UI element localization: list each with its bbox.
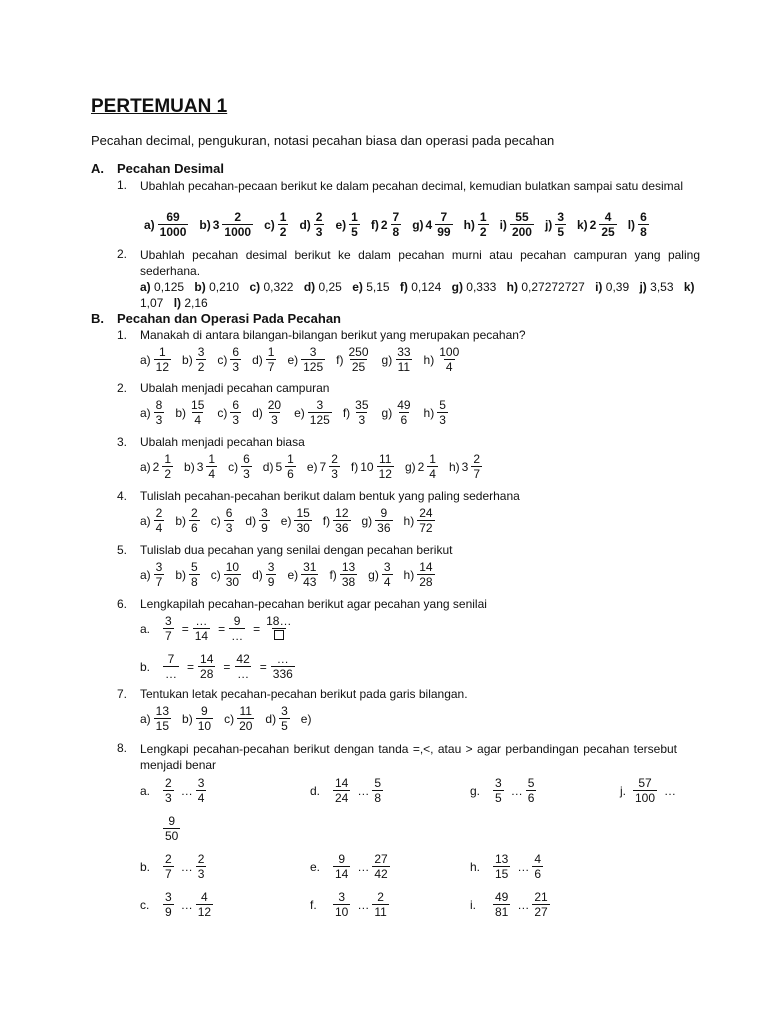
a-q1-text: Ubahlah pecahan-pecaan berikut ke dalam pecahan decimal, kemudian bulatkan sampai satu desimal [140,179,683,193]
item-label: c) [224,711,235,726]
b-q6-b-label: b. [140,659,151,674]
item-label: e) [306,459,318,474]
fraction: $\frac{49}{6}$ [397,398,411,428]
fraction: $\frac{1}{2}$ [164,452,172,482]
fraction: $\frac{6}{3}$ [225,506,233,536]
fraction: $\frac{33}{11}$ [397,345,411,375]
comparison-blank[interactable]: … [517,897,530,912]
whole-number: 7 [319,459,327,474]
item-label: h) [423,405,435,420]
fraction: $\frac{49}{81}$ [495,890,509,920]
item-label: h) [403,513,415,528]
fraction: $\frac{9}{50}$ [165,814,179,844]
fraction: $\frac{2}{3}$ [331,452,338,482]
fraction-item [175,560,204,590]
item-label: g) [381,405,393,420]
item-label: h) [448,459,460,474]
b-q1-items [140,345,472,375]
fraction: $\frac{2}{7}$ [473,452,481,482]
comparison-blank[interactable]: … [664,783,677,798]
decimal-item: d) 0,25 [303,280,342,294]
item-label: d. [310,783,321,798]
fraction-item [140,398,169,428]
b-q7-fractions [140,704,301,734]
fraction: $\frac{11}{12}$ [378,452,392,482]
whole-number: 10 [360,459,374,474]
fraction-item [140,704,176,734]
fraction-item [228,452,257,482]
whole-number: 4 [425,217,433,232]
fraction: $\frac{3}{7}$ [155,560,163,590]
item-label: a) [140,567,151,582]
b-q5-text: Tulislab dua pecahan yang senilai dengan pecahan berikut [140,543,453,557]
comparison-item-f [310,890,394,920]
fraction: $\frac{1}{4}$ [429,452,436,482]
item-label: e) [294,405,305,420]
decimal-item: j) 3,53 [639,280,674,294]
item-label: d) [252,405,263,420]
fraction: $\frac{69}{1000}$ [159,210,187,240]
item-label: e. [310,859,321,874]
fraction: $\frac{250}{25}$ [348,345,369,375]
item-label: f) [370,217,379,232]
fraction: $\frac{5}{8}$ [191,560,198,590]
item-label: f) [322,513,331,528]
decimal-item: f) 0,124 [399,280,442,294]
fraction: $\frac{14}{24}$ [335,776,349,806]
item-label: h. [470,859,481,874]
fraction-item [404,560,440,590]
fraction: $\frac{7}{99}$ [437,210,451,240]
fraction: $\frac{3}{4}$ [383,560,391,590]
decimal-item: e) 5,15 [352,280,390,294]
item-label: l) [627,217,636,232]
b-q3-number: 3. [117,435,128,449]
comparison-item-d [310,776,388,806]
item-label: f) [336,352,344,367]
fraction: $\frac{3}{5}$ [557,210,564,240]
item-label: a) [140,459,151,474]
fraction: $\frac{35}{3}$ [355,398,369,428]
fraction-item [182,345,211,375]
b-q3-text: Ubalah menjadi pecahan biasa [140,435,305,449]
fraction: $\frac{3}{9}$ [165,890,172,920]
b-q4-items [140,506,446,536]
comparison-blank[interactable]: … [357,897,370,912]
item-label: g) [412,217,424,232]
comparison-blank[interactable]: … [357,783,370,798]
fraction: $\frac{14}{28}$ [200,652,214,682]
b-q7-number: 7. [117,687,128,701]
fraction: $\frac{13}{38}$ [341,560,356,590]
fraction: $\frac{11}{20}$ [239,704,253,734]
b-q6-b [140,652,300,682]
decimal-item: b) 0,210 [194,280,240,294]
equals-sign: = [259,659,267,674]
fraction-item [264,210,293,240]
comparison-item-b [140,852,211,882]
item-label: g) [361,513,373,528]
equals-sign: = [187,659,195,674]
item-label: d) [252,567,263,582]
section-a-title: Pecahan Desimal [117,161,224,176]
fraction-item [412,210,457,240]
item-label: d) [265,711,277,726]
b-q7-text: Tentukan letak pecahan-pecahan berikut pada garis bilangan. [140,687,468,701]
fraction-item [217,345,246,375]
item-label: g. [470,783,481,798]
item-label: h) [403,567,415,582]
fraction-item [144,210,193,240]
fraction: $\frac{3}{4}$ [197,776,205,806]
fraction: $\frac{3}{10}$ [335,890,349,920]
item-label: c) [210,567,221,582]
fraction: $\frac{6}{3}$ [232,398,240,428]
whole-number: 2 [417,459,425,474]
fraction-item [382,398,418,428]
fraction: $\frac{57}{100}$ [635,776,656,806]
fraction: $\frac{3}{9}$ [261,506,268,536]
fraction-item [140,560,169,590]
item-label: f) [342,405,351,420]
b-q4-text: Tulislah pecahan-pecahan berikut dalam bentuk yang paling sederhana [140,489,520,503]
item-label: b) [182,711,193,726]
item-label: c) [217,405,228,420]
fraction-item [140,452,178,482]
fraction-item [323,506,356,536]
fraction-item [281,506,317,536]
equals-sign: = [218,621,226,636]
item-label: f. [310,897,317,912]
fraction-item [287,560,323,590]
a-q1-number: 1. [117,178,128,192]
fraction: $\frac{2}{3}$ [315,210,323,240]
fraction: $\frac{9}{10}$ [197,704,212,734]
fraction: $\frac{3}{125}$ [303,345,324,375]
decimal-item: c) 0,322 [249,280,294,294]
fraction-item [140,345,176,375]
item-label: c. [140,897,150,912]
fraction-item [217,398,246,428]
fraction: $\frac{42}{\dots}$ [236,652,250,682]
item-label: e) [287,567,299,582]
fraction: $\frac{5}{6}$ [527,776,535,806]
decimal-item: a) 0,125 [140,280,185,294]
a-q2-number: 2. [117,247,128,261]
fraction: $\frac{6}{3}$ [232,345,240,375]
fraction: $\frac{9}{14}$ [335,852,349,882]
b-q7-tail: e) [300,711,312,726]
item-label: g) [368,567,379,582]
fraction: $\frac{1}{12}$ [155,345,170,375]
item-label: d) [299,217,311,232]
comparison-item-h [470,852,548,882]
item-label: b) [175,513,187,528]
equals-sign: = [181,621,189,636]
comparison-item-a [140,776,211,806]
item-label: a. [140,783,151,798]
item-label: e) [287,352,299,367]
item-label: g) [404,459,416,474]
item-label: d) [252,352,263,367]
item-label: j) [544,217,553,232]
b-q1-number: 1. [117,328,128,342]
a-q1-items [144,210,660,240]
fraction-item [211,560,246,590]
fraction: $\frac{2}{3}$ [197,852,205,882]
fraction: $\frac{1}{4}$ [208,452,216,482]
b-q2-items [140,398,459,428]
fraction: $\frac{9}{36}$ [377,506,391,536]
fraction-item [336,345,375,375]
fraction: $\frac{2}{6}$ [191,506,198,536]
item-label: e) [280,513,292,528]
whole-number: 2 [152,459,160,474]
fraction-item [343,398,376,428]
fraction: $\frac{3}{5}$ [495,776,502,806]
fraction: $\frac{1}{7}$ [267,345,275,375]
fraction: $\frac{7}{\dots}$ [165,652,177,682]
comparison-blank[interactable]: … [517,859,530,874]
fraction: $\frac{\dots}{336}$ [272,652,293,682]
item-label: b) [182,352,193,367]
item-label: h) [423,352,435,367]
b-q2-text: Ubalah menjadi pecahan campuran [140,381,330,395]
item-label: a) [140,352,151,367]
decimal-item: h) 0,27272727 [506,280,585,294]
empty-box-icon [274,630,284,640]
item-label: f) [350,459,359,474]
fraction: $\frac{\dots}{14}$ [194,614,209,644]
fraction-item [545,210,571,240]
fraction-item [464,210,494,240]
a-q2-text: Ubahlah pecahan desimal berikut ke dalam pecahan murni atau pecahan campuran yang paling sederhana. [140,248,700,278]
item-label: b) [199,217,211,232]
b-q1-text: Manakah di antara bilangan-bilangan berikut yang merupakan pecahan? [140,328,526,342]
fraction-item [211,506,240,536]
section-b-label: B. [91,311,104,326]
fraction: $\frac{2}{11}$ [374,890,387,920]
comparison-blank[interactable]: … [180,897,193,912]
fraction: $\frac{3}{7}$ [165,614,172,644]
fraction-item [382,345,418,375]
comparison-item-e [310,852,395,882]
fraction-item [252,560,281,590]
b-q7-items [140,704,311,734]
fraction: $\frac{24}{72}$ [419,506,433,536]
fraction-item [368,560,397,590]
fraction: $\frac{3}{125}$ [309,398,330,428]
item-label: c) [210,513,221,528]
fraction-item [175,506,204,536]
fraction-item [184,452,222,482]
fraction-item [362,506,398,536]
item-label: k) [577,217,588,232]
item-label: b) [184,459,195,474]
fraction: $\frac{10}{30}$ [225,560,240,590]
page-title: PERTEMUAN 1 [91,96,228,117]
fraction-item [252,345,281,375]
decimal-item: l) 2,16 [173,296,208,310]
item-label: c) [217,352,228,367]
whole-number: 3 [461,459,469,474]
whole-number: 3 [212,217,220,232]
b-q8-number: 8. [117,741,128,755]
fraction: $\frac{1}{2}$ [279,210,287,240]
fraction-item [329,560,362,590]
fraction: $\frac{2}{3}$ [165,776,172,806]
item-label: b. [140,859,151,874]
fraction: $\frac{13}{15}$ [495,852,509,882]
fraction: $\frac{2}{1000}$ [224,210,252,240]
item-label: a) [140,405,151,420]
whole-number: 3 [196,459,204,474]
fraction-item [265,704,294,734]
fraction-item [299,210,329,240]
item-label: b) [175,405,187,420]
fraction: $\frac{9}{\dots}$ [231,614,244,644]
item-label: i. [470,897,476,912]
item-label: f) [329,567,337,582]
fraction: $\frac{5}{3}$ [439,398,446,428]
comparison-item-j-second [162,814,185,844]
fraction: $\frac{7}{8}$ [392,210,400,240]
fraction: $\frac{55}{200}$ [511,210,532,240]
fraction: $\frac{12}{36}$ [335,506,349,536]
fraction: $\frac{4}{12}$ [197,890,212,920]
b-q4-number: 4. [117,489,128,503]
item-label: c) [228,459,239,474]
b-q6-number: 6. [117,597,128,611]
comparison-item-i [470,890,555,920]
b-q6-a-label: a. [140,621,151,636]
comparison-item-c [140,890,218,920]
fraction-item [263,452,301,482]
fraction: $\frac{5}{8}$ [374,776,382,806]
fraction-item [335,210,364,240]
whole-number: 2 [589,217,597,232]
fraction-item [307,452,345,482]
b-q8-text: Lengkapi pecahan-pecahan berikut dengan tanda =,<, atau > agar perbandingan pecahan tersebut menjadi benar [140,742,677,772]
fraction-item [351,452,399,482]
fraction-item [628,210,654,240]
fraction: $\frac{1}{2}$ [479,210,487,240]
fraction-item [500,210,539,240]
whole-number: 5 [275,459,283,474]
fraction: $\frac{1}{5}$ [351,210,358,240]
a-q2-items [140,279,710,311]
fraction: $\frac{15}{4}$ [191,398,205,428]
b-q6-text: Lengkapilah pecahan-pecahan berikut agar pecahan yang senilai [140,597,487,611]
fraction: $\frac{1}{6}$ [287,452,294,482]
item-label: d) [262,459,274,474]
item-label: j. [620,783,626,798]
fraction: $\frac{20}{3}$ [267,398,282,428]
b-q5-items [140,560,446,590]
item-label: h) [463,217,475,232]
fraction: $\frac{4}{6}$ [534,852,542,882]
whole-number: 2 [380,217,388,232]
comparison-blank[interactable]: … [180,783,193,798]
comparison-blank[interactable]: … [510,783,523,798]
fraction: $\frac{4}{25}$ [601,210,615,240]
fraction-item [252,398,288,428]
fraction: $\frac{3}{5}$ [281,704,288,734]
item-label: a) [144,217,155,232]
fraction-item [577,210,622,240]
fraction: $\frac{6}{8}$ [640,210,647,240]
item-label: i) [499,217,507,232]
fraction: $\frac{3}{2}$ [197,345,205,375]
item-label: a) [140,513,151,528]
fraction-item [175,398,211,428]
fraction: $\frac{13}{15}$ [155,704,170,734]
equals-sign: = [253,621,261,636]
fraction: $\frac{6}{3}$ [243,452,250,482]
item-label: c) [264,217,275,232]
item-label: a) [140,711,151,726]
fraction-item [140,506,169,536]
fraction-item [294,398,337,428]
fraction: $\frac{15}{30}$ [296,506,310,536]
fraction-item [182,704,218,734]
fraction: $\frac{2}{7}$ [165,852,172,882]
b-q5-number: 5. [117,543,128,557]
item-label: g) [381,352,393,367]
item-label: e) [335,217,347,232]
fraction: $\frac{14}{28}$ [419,560,433,590]
b-q6-a [140,614,298,644]
equals-sign: = [223,659,231,674]
comparison-blank[interactable]: … [180,859,193,874]
decimal-item: i) 0,39 [595,280,630,294]
comparison-item-g [470,776,541,806]
fraction: $\frac{2}{4}$ [155,506,163,536]
decimal-item: g) 0,333 [451,280,497,294]
section-b-title: Pecahan dan Operasi Pada Pecahan [117,311,341,326]
comparison-item-j [620,776,678,806]
fraction: $\frac{100}{4}$ [439,345,460,375]
fraction: $\frac{31}{43}$ [303,560,317,590]
section-a-label: A. [91,161,104,176]
fraction: 18… [264,614,293,644]
b-q2-number: 2. [117,381,128,395]
fraction: $\frac{3}{9}$ [267,560,275,590]
fraction-item [224,704,259,734]
fraction: $\frac{21}{27}$ [534,890,548,920]
fraction-item [424,398,453,428]
fraction: $\frac{8}{3}$ [155,398,163,428]
fraction-item [449,452,487,482]
fraction: $\frac{27}{42}$ [374,852,388,882]
fraction-item [405,452,443,482]
fraction-item [199,210,258,240]
fraction-item [424,345,467,375]
item-label: d) [245,513,257,528]
fraction-item [287,345,330,375]
page-subtitle: Pecahan decimal, pengukuran, notasi pecahan biasa dan operasi pada pecahan [91,133,555,148]
fraction-item [371,210,406,240]
fraction-item [245,506,274,536]
fraction-item [404,506,440,536]
decimal-item: k) 1,07 [140,280,695,310]
comparison-blank[interactable]: … [357,859,370,874]
b-q3-items [140,452,493,482]
item-label: b) [175,567,187,582]
